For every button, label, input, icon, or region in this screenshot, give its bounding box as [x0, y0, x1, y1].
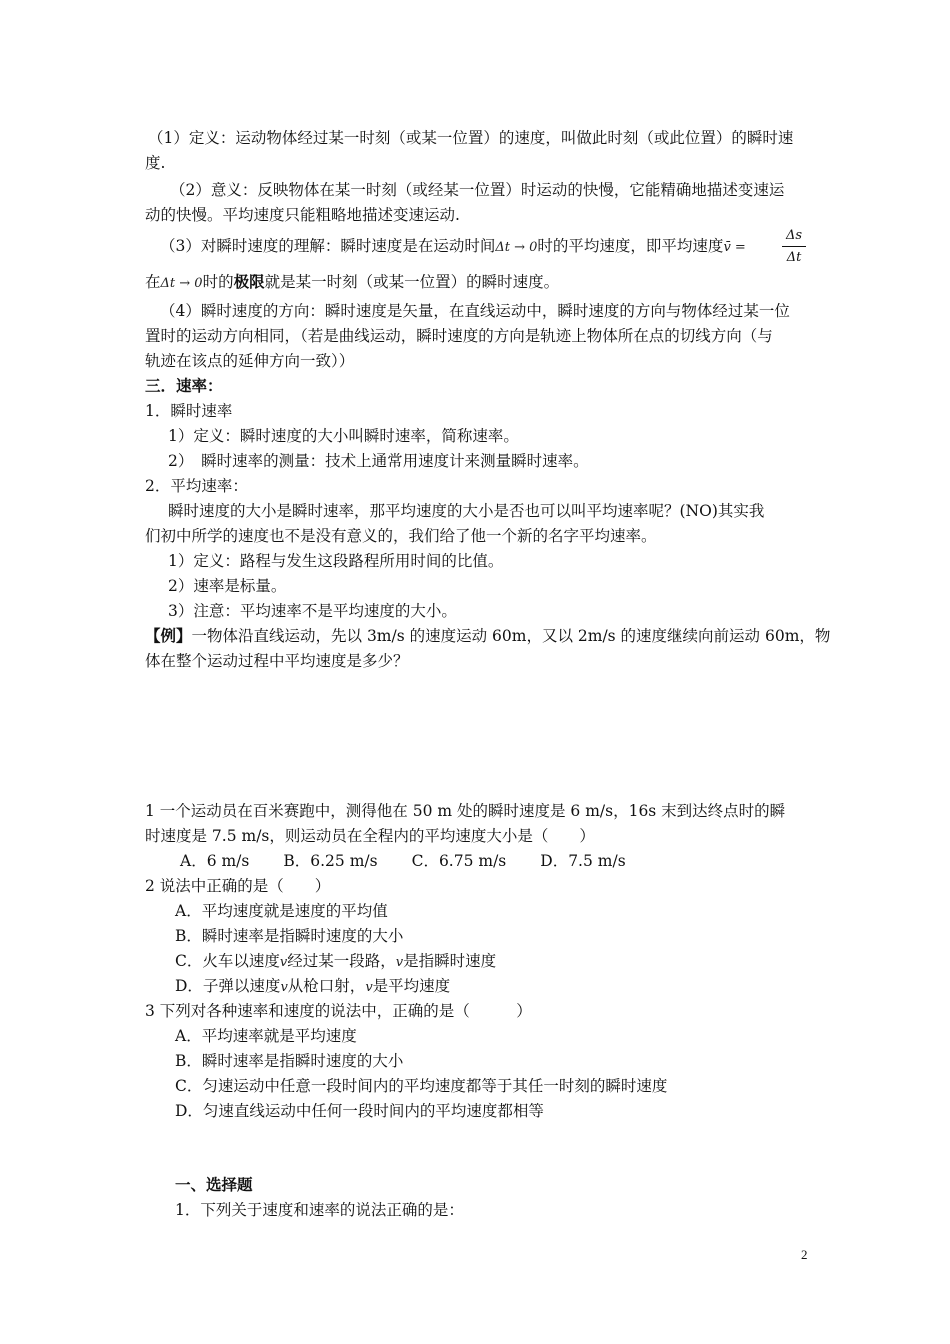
choice-heading: 一、选择题	[175, 1175, 253, 1194]
example-tag: 【例】	[145, 626, 192, 645]
rate-sub-1b: 2） 瞬时速率的测量：技术上通常用速度计来测量瞬时速率。	[168, 452, 589, 470]
q3-option-c: C．匀速运动中任意一段时间内的平均速度都等于其任一时刻的瞬时速度	[175, 1077, 668, 1095]
understanding-text-c: 在	[145, 273, 161, 291]
rate-sub-1a: 1）定义：瞬时速度的大小叫瞬时速率，简称速率。	[168, 427, 519, 445]
delta-t-limit-expr: Δt → 0	[160, 276, 203, 291]
q2-option-a: A．平均速度就是速度的平均值	[175, 902, 388, 920]
rate-para-line-2: 们初中所学的速度也不是没有意义的，我们给了他一个新的名字平均速率。	[145, 527, 657, 545]
q2-d-text-2: 从枪口射，	[287, 977, 366, 995]
understanding-text-e: 就是某一时刻（或某一位置）的瞬时速度。	[264, 273, 560, 291]
q1-line-2: 时速度是 7.5 m/s，则运动员在全程内的平均速度大小是（ ）	[145, 827, 595, 845]
q3-option-b: B．瞬时速率是指瞬时速度的大小	[175, 1052, 404, 1070]
q1-option-d: D．7.5 m/s	[540, 852, 626, 870]
understanding-text-a: （3）对瞬时速度的理解：瞬时速度是在运动时间	[160, 237, 496, 255]
direction-line-3: 轨迹在该点的延伸方向一致））	[145, 352, 355, 370]
q2-option-b: B．瞬时速率是指瞬时速度的大小	[175, 927, 404, 945]
q1-line-1: 1 一个运动员在百米赛跑中，测得他在 50 m 处的瞬时速度是 6 m/s，16s 末到达终点时的瞬	[145, 802, 786, 820]
q2-d-var-1: v	[280, 980, 288, 995]
q1-option-a: A．6 m/s	[180, 852, 250, 870]
fraction-bar	[782, 246, 806, 247]
q2-d-var-2: v	[365, 980, 373, 995]
understanding-text-b: 时的平均速度，即平均速度	[537, 237, 724, 255]
rate-para-line-1: 瞬时速度的大小是瞬时速率，那平均速度的大小是否也可以叫平均速率呢？(NO)其实我	[168, 502, 765, 520]
q2-c-text-2: 经过某一段路，	[287, 952, 396, 970]
def-line-2: 度.	[145, 154, 166, 172]
q2-option-c	[175, 951, 496, 973]
rate-heading: 三．速率：	[145, 376, 223, 395]
q2-c-text-3: 是指瞬时速度	[403, 952, 497, 970]
q3-option-a: A．平均速率就是平均速度	[175, 1027, 357, 1045]
choice-question-1: 1．下列关于速度和速率的说法正确的是：	[175, 1201, 464, 1219]
q3-option-d: D．匀速直线运动中任何一段时间内的平均速度都相等	[175, 1102, 544, 1120]
q2-d-text-1: D．子弹以速度	[175, 977, 281, 995]
meaning-line-1: （2）意义：反映物体在某一时刻（或经某一位置）时运动的快慢，它能精确地描述变速运	[170, 181, 785, 199]
example-line-1	[145, 626, 830, 646]
q2-d-text-3: 是平均速度	[372, 977, 451, 995]
q2-c-text-1: C．火车以速度	[175, 952, 280, 970]
page-number: 2	[801, 1247, 808, 1262]
understanding-line-1	[160, 236, 746, 258]
q2-c-var-2: v	[395, 955, 404, 970]
q2-stem: 2 说法中正确的是（ ）	[145, 877, 331, 895]
q1-option-b: B．6.25 m/s	[283, 852, 378, 870]
v-bar-expr: v̄ =	[723, 240, 746, 255]
direction-line-1: （4）瞬时速度的方向：瞬时速度是矢量，在直线运动中，瞬时速度的方向与物体经过某一位	[160, 302, 790, 320]
example-text: 一物体沿直线运动，先以 3m/s 的速度运动 60m，又以 2m/s 的速度继续向前运动 60m，物	[191, 627, 831, 645]
q1-option-c: C．6.75 m/s	[411, 852, 507, 870]
q3-stem: 3 下列对各种速率和速度的说法中，正确的是（ ）	[145, 1002, 532, 1020]
understanding-text-d: 时的	[202, 273, 234, 291]
rate-sub-2: 2．平均速率：	[145, 477, 248, 495]
q2-c-var-1: v	[279, 955, 288, 970]
rate-sub-2b: 2）速率是标量。	[168, 577, 287, 595]
rate-sub-2c: 3）注意：平均速率不是平均速度的大小。	[168, 602, 457, 620]
def-line-1: （1）定义：运动物体经过某一时刻（或某一位置）的速度，叫做此时刻（或此位置）的瞬时速	[148, 129, 794, 147]
q1-options	[180, 851, 660, 871]
fraction-numerator: Δs	[785, 228, 803, 243]
rate-sub-2a: 1）定义：路程与发生这段路程所用时间的比值。	[168, 552, 504, 570]
limit-bold-text: 极限	[233, 272, 265, 291]
rate-sub-1: 1．瞬时速率	[145, 402, 233, 420]
fraction-denominator: Δt	[786, 250, 802, 265]
understanding-line-2	[145, 272, 559, 294]
q2-option-d	[175, 976, 450, 998]
direction-line-2: 置时的运动方向相同，（若是曲线运动，瞬时速度的方向是轨迹上物体所在点的切线方向（与	[145, 327, 773, 345]
delta-t-expr: Δt → 0	[495, 240, 538, 255]
example-line-2: 体在整个运动过程中平均速度是多少？	[145, 652, 409, 670]
meaning-line-2: 动的快慢。平均速度只能粗略地描述变速运动.	[145, 206, 460, 224]
